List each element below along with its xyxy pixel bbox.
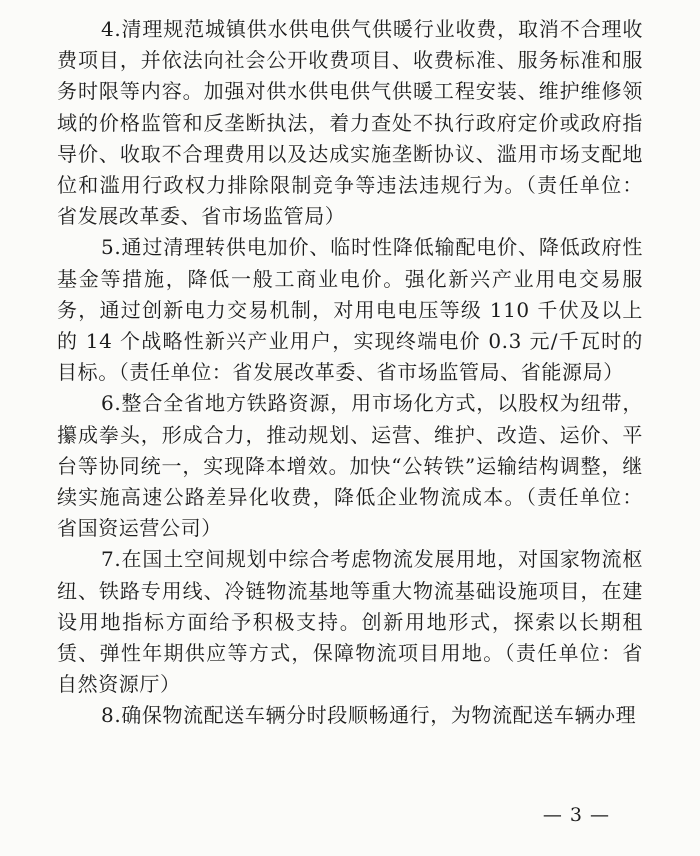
paragraph-item-7: 7.在国土空间规划中综合考虑物流发展用地，对国家物流枢纽、铁路专用线、冷链物流基地等重大物流基础设施项目，在建设用地指标方面给予积极支持。创新用地形式，探索以长期租赁、弹性年期供应等方式，保障物流项目用地。（责任单位：省自然资源厅） [57,547,643,697]
paragraph-item-8: 8.确保物流配送车辆分时段顺畅通行，为物流配送车辆办理 [101,703,637,728]
paragraph-item-5: 5.通过清理转供电加价、临时性降低输配电价、降低政府性基金等措施，降低一般工商业电价。强化新兴产业用电交易服务，通过创新电力交易机制，对用电电压等级 110 千伏及以上的 14 个战略性新兴产业用户，实现终端电价 0.3 元/千瓦时的目标。（责任单位：省发展改革委、省市场监管局、省能源局） [57,235,643,385]
page-number: — 3 — [542,804,610,826]
document-body [57,14,643,732]
paragraph-item-6: 6.整合全省地方铁路资源，用市场化方式，以股权为纽带，攥成拳头，形成合力，推动规划、运营、维护、改造、运价、平台等协同统一，实现降本增效。加快“公转铁”运输结构调整，继续实施高速公路差异化收费，降低企业物流成本。（责任单位：省国资运营公司） [57,391,643,541]
paragraph-item-4: 4.清理规范城镇供水供电供气供暖行业收费，取消不合理收费项目，并依法向社会公开收费项目、收费标准、服务标准和服务时限等内容。加强对供水供电供气供暖工程安装、维护维修领域的价格监管和反垄断执法，着力查处不执行政府定价或政府指导价、收取不合理费用以及达成实施垄断协议、滥用市场支配地位和滥用行政权力排除限制竞争等违法违规行为。（责任单位：省发展改革委、省市场监管局） [57,17,643,229]
